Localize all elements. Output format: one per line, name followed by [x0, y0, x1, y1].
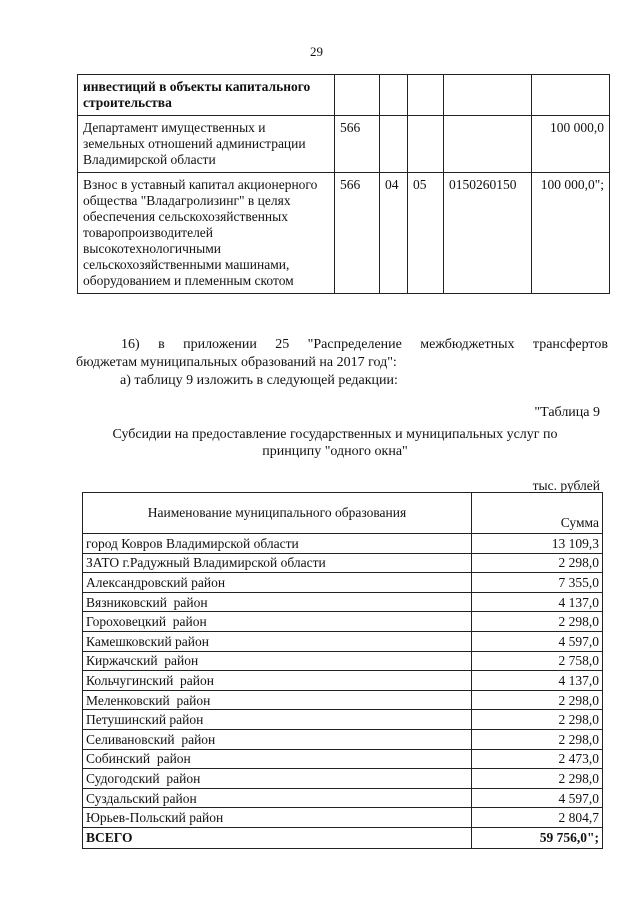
- sum-cell: 2 298,0: [472, 710, 603, 730]
- table-row: [83, 553, 603, 573]
- subsidy-table: [82, 492, 603, 849]
- table-row: [83, 788, 603, 808]
- section-cell: [380, 116, 408, 173]
- table-row: [83, 631, 603, 651]
- header-sum: Сумма: [472, 493, 603, 534]
- paragraph-word: 16): [121, 337, 140, 352]
- header-name: Наименование муниципального образования: [83, 493, 472, 534]
- table-row: [83, 749, 603, 769]
- sum-cell: 2 298,0: [472, 769, 603, 789]
- sum-cell: 2 298,0: [472, 690, 603, 710]
- target-article-cell: [444, 116, 532, 173]
- municipality-name-cell: ЗАТО г.Радужный Владимирской области: [83, 553, 472, 573]
- table-row: [83, 651, 603, 671]
- total-row: [83, 827, 603, 848]
- sum-cell: 2 298,0: [472, 612, 603, 632]
- ministry-code-cell: 566: [335, 173, 380, 294]
- budget-allocation-table: [77, 74, 610, 294]
- page-number: 29: [310, 44, 323, 59]
- target-article-cell: [444, 75, 532, 116]
- municipality-name-cell: Кольчугинский район: [83, 671, 472, 691]
- amount-cell: 100 000,0";: [532, 173, 610, 294]
- paragraph-word: трансфертов: [532, 337, 608, 352]
- amount-cell: 100 000,0: [532, 116, 610, 173]
- municipality-name-cell: Гороховецкий район: [83, 612, 472, 632]
- municipality-name-cell: Собинский район: [83, 749, 472, 769]
- municipality-name-cell: Камешковский район: [83, 631, 472, 651]
- table-row: [83, 729, 603, 749]
- table-row: [83, 671, 603, 691]
- paragraph-word: приложении: [183, 337, 257, 352]
- section-cell: 04: [380, 173, 408, 294]
- municipality-name-cell: Меленковский район: [83, 690, 472, 710]
- sum-cell: 4 597,0: [472, 788, 603, 808]
- municipality-name-cell: Селивановский район: [83, 729, 472, 749]
- sum-cell: 13 109,3: [472, 534, 603, 554]
- table-row: [78, 75, 610, 116]
- table-row: [83, 769, 603, 789]
- municipality-name-cell: Вязниковский район: [83, 592, 472, 612]
- sum-cell: 4 597,0: [472, 631, 603, 651]
- sum-cell: 7 355,0: [472, 573, 603, 593]
- ministry-code-cell: [335, 75, 380, 116]
- target-article-cell: 0150260150: [444, 173, 532, 294]
- subsection-cell: 05: [408, 173, 444, 294]
- total-sum: 59 756,0";: [472, 827, 603, 848]
- municipality-name-cell: Александровский район: [83, 573, 472, 593]
- units-label: тыс. рублей: [532, 478, 600, 493]
- section-cell: [380, 75, 408, 116]
- subsection-cell: [408, 75, 444, 116]
- table-row: [83, 808, 603, 828]
- paragraph-16: [76, 336, 608, 372]
- sum-cell: 2 804,7: [472, 808, 603, 828]
- paragraph-word: в: [158, 337, 165, 352]
- row-name-cell: инвестиций в объекты капитального строительства: [78, 75, 335, 116]
- table-row: [78, 116, 610, 173]
- table-row: [83, 534, 603, 554]
- municipality-name-cell: Петушинский район: [83, 710, 472, 730]
- sum-cell: 2 298,0: [472, 553, 603, 573]
- table-row: [83, 592, 603, 612]
- sum-cell: 2 758,0: [472, 651, 603, 671]
- row-name-cell: Взнос в уставный капитал акционерного общества "Владагролизинг" в целях обеспечения сельскохозяйственных товаропроизводителей высокотехнологичными сельскохозяйственными машинами, оборудованием и племенным скотом: [78, 173, 335, 294]
- row-name-cell: Департамент имущественных и земельных отношений администрации Владимирской области: [78, 116, 335, 173]
- municipality-name-cell: Киржачский район: [83, 651, 472, 671]
- paragraph-word: межбюджетных: [420, 337, 515, 352]
- paragraph-16-line-1: [76, 336, 608, 354]
- municipality-name-cell: Юрьев-Польский район: [83, 808, 472, 828]
- table-row: [83, 690, 603, 710]
- table-number-label: "Таблица 9: [534, 405, 600, 420]
- table-row: [78, 173, 610, 294]
- municipality-name-cell: Суздальский район: [83, 788, 472, 808]
- table-row: [83, 573, 603, 593]
- sum-cell: 4 137,0: [472, 592, 603, 612]
- municipality-name-cell: город Ковров Владимирской области: [83, 534, 472, 554]
- table-row: [83, 612, 603, 632]
- paragraph-word: 25: [275, 337, 290, 352]
- paragraph-16-line-2: бюджетам муниципальных образований на 2017 год":: [76, 355, 397, 370]
- amount-cell: [532, 75, 610, 116]
- table-caption: Субсидии на предоставление государственных и муниципальных услуг по принципу "одного окна": [112, 427, 558, 459]
- ministry-code-cell: 566: [335, 116, 380, 173]
- table-row: [83, 710, 603, 730]
- municipality-name-cell: Судогодский район: [83, 769, 472, 789]
- sum-cell: 4 137,0: [472, 671, 603, 691]
- sum-cell: 2 473,0: [472, 749, 603, 769]
- paragraph-a: а) таблицу 9 изложить в следующей редакции:: [120, 373, 398, 388]
- sum-cell: 2 298,0: [472, 729, 603, 749]
- paragraph-word: "Распределение: [307, 337, 402, 352]
- subsection-cell: [408, 116, 444, 173]
- total-label: ВСЕГО: [83, 827, 472, 848]
- table-header-row: [83, 493, 603, 534]
